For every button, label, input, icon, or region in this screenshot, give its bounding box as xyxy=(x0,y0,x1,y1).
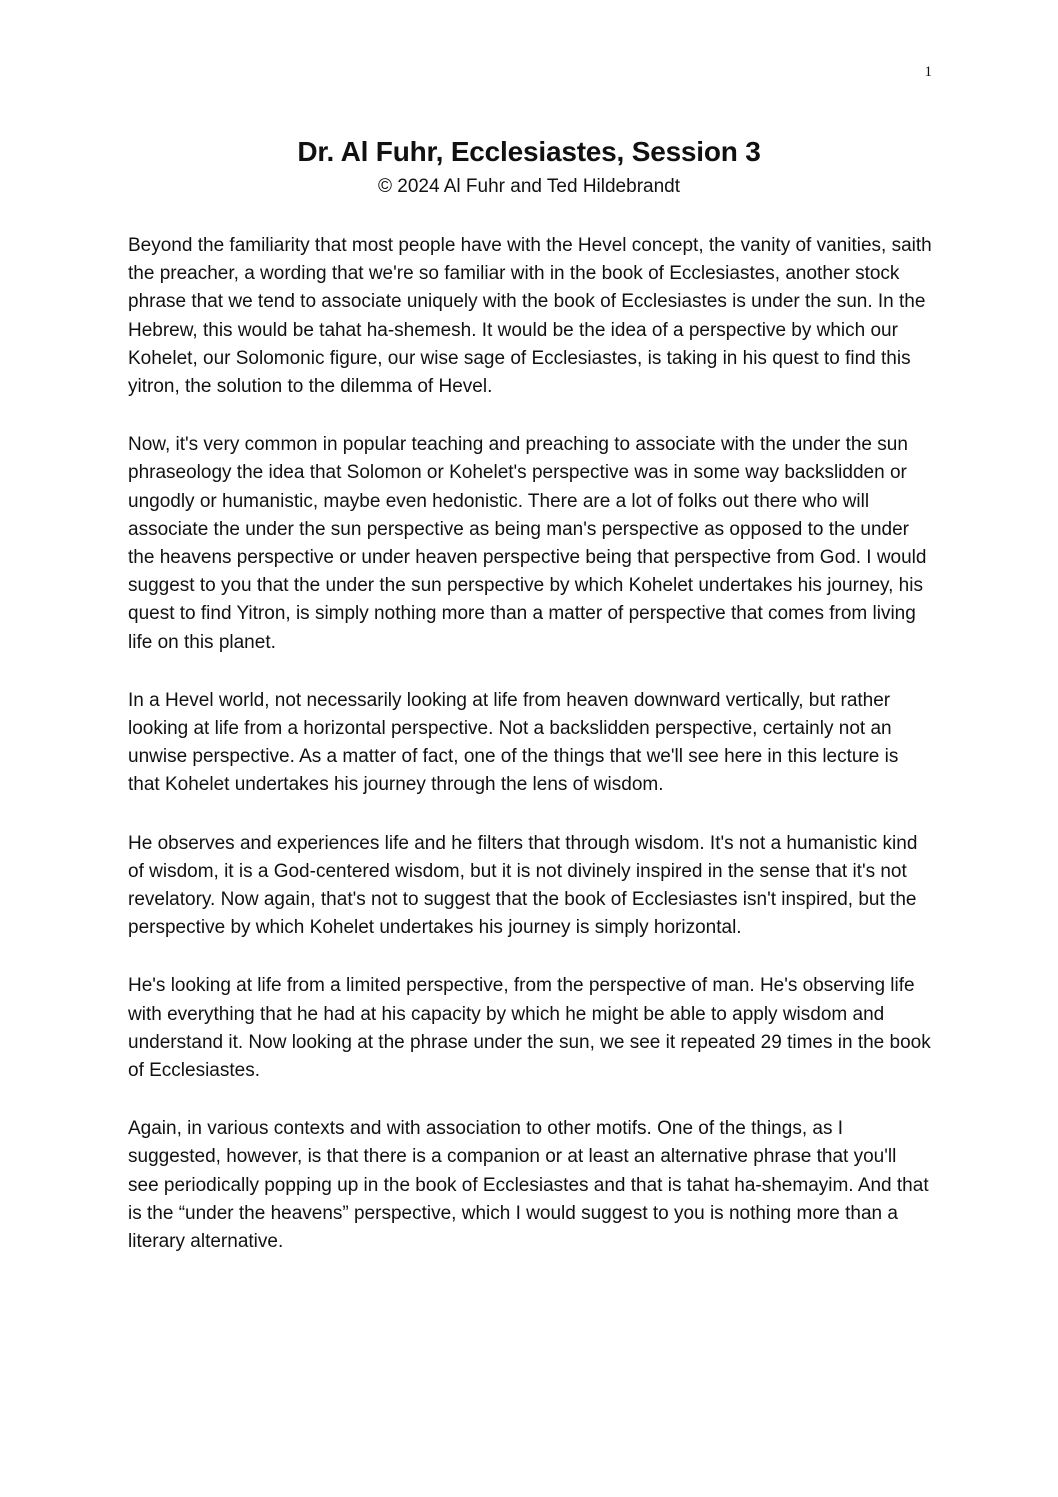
paragraph: In a Hevel world, not necessarily looking at life from heaven downward vertically, but rather looking at life from a horizontal perspective. Not a backslidden perspective, certainly not an unwise perspective. As a matter of fact, one of the things that we'll see here in this lecture is that Kohelet undertakes his journey through the lens of wisdom. xyxy=(128,689,899,796)
paragraph: He observes and experiences life and he filters that through wisdom. It's not a humanistic kind of wisdom, it is a God-centered wisdom, but it is not divinely inspired in the sense that it's not revelatory. Now again, that's not to suggest that the book of Ecclesiastes isn't inspired, but the perspective by which Kohelet undertakes his journey is simply horizontal. xyxy=(128,832,918,939)
document-body xyxy=(128,232,932,1286)
document-title: Dr. Al Fuhr, Ecclesiastes, Session 3 xyxy=(297,136,761,167)
paragraph: Beyond the familiarity that most people have with the Hevel concept, the vanity of vanities, saith the preacher, a wording that we're so familiar with in the book of Ecclesiastes, another stock phrase that we tend to associate uniquely with the book of Ecclesiastes is under the sun. In the Hebrew, this would be tahat ha-shemesh. It would be the idea of a perspective by which our Kohelet, our Solomonic figure, our wise sage of Ecclesiastes, is taking in his quest to find this yitron, the solution to the dilemma of Hevel. xyxy=(128,235,932,398)
paragraph: Again, in various contexts and with association to other motifs. One of the things, as I suggested, however, is that there is a companion or at least an alternative phrase that you'll see periodically popping up in the book of Ecclesiastes and that is tahat ha-shemayim. And that is the “under the heavens” perspective, which I would suggest to you is nothing more than a literary alternative. xyxy=(128,1118,929,1253)
copyright-line: © 2024 Al Fuhr and Ted Hildebrandt xyxy=(377,176,680,197)
paragraph: Now, it's very common in popular teaching and preaching to associate with the under the sun phraseology the idea that Solomon or Kohelet's perspective was in some way backslidden or ungodly or humanistic, maybe even hedonistic. There are a lot of folks out there who will associate the under the sun perspective as being man's perspective as opposed to the under the heavens perspective or under heaven perspective being that perspective from God. I would suggest to you that the under the sun perspective by which Kohelet undertakes his journey, his quest to find Yitron, is simply nothing more than a matter of perspective that comes from living life on this planet. xyxy=(128,434,927,653)
paragraph: He's looking at life from a limited perspective, from the perspective of man. He's observing life with everything that he had at his capacity by which he might be able to apply wisdom and understand it. Now looking at the phrase under the sun, we see it repeated 29 times in the book of Ecclesiastes. xyxy=(128,975,931,1082)
page-number: 1 xyxy=(924,64,932,80)
